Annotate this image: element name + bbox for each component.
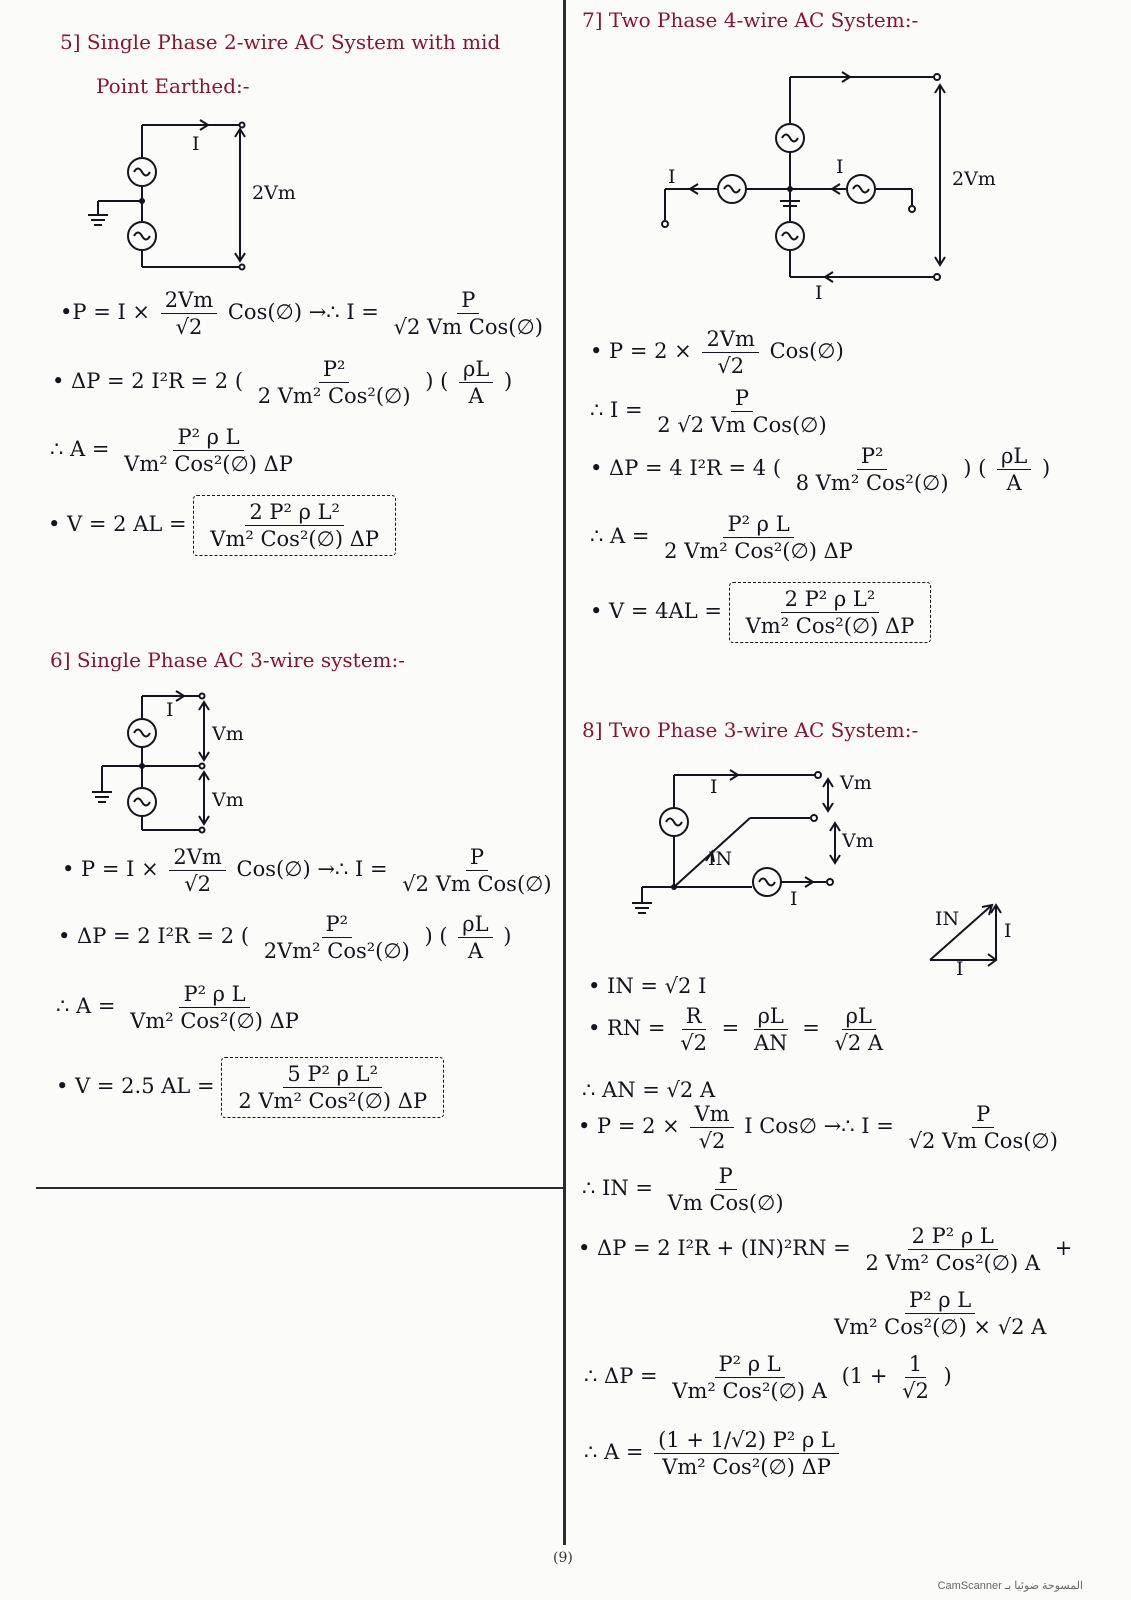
s8-equation-area: ∴ A = $\frac{\text{(1 + 1/√2) P² ρ L}}{\text{Vm² Cos²(∅) ΔP}}$ [584,1428,843,1479]
fraction: $\frac{\text{P²}}{\text{2Vm² Cos²(∅)}}$ [263,912,410,963]
section-8-title-text: Two Phase 3-wire AC System:- [608,718,919,742]
fraction: $\frac{2Vm}{√2}$ [161,288,217,339]
fraction: $\frac{R}{√2}$ [680,1004,707,1055]
s7-equation-loss: • ΔP = 4 I²R = 4 ( $\frac{\text{P²}}{\text{8 Vm² Cos²(∅)}}$ ) ( $\frac{\rho L}{A}$ ) [590,444,1051,495]
fraction: $\frac{1}{√2}$ [902,1352,929,1403]
s7-equation-power: • P = 2 × $\frac{2Vm}{√2}$ Cos(∅) [590,327,844,378]
fraction: $\frac{\text{2 P² ρ L}}{\text{2 Vm² Cos²(∅) A}}$ [865,1224,1041,1275]
s8-current-bottom-label: I [790,888,798,910]
s8-current-top-label: I [710,776,718,798]
s7-current-left-label: I [668,166,676,188]
s8-equation-neutral-resistance: • RN = $\frac{R}{√2}$ = $\frac{\rho L}{AN}$ = $\frac{\rho L}{√2 A}$ [588,1004,891,1055]
s6-voltage1-label: Vm [212,723,244,745]
fraction: $\frac{P}{\text{Vm Cos(∅)}}$ [667,1164,784,1215]
fraction: $\frac{\text{P² ρ L}}{\text{Vm² Cos²(∅) ΔP}}$ [124,425,293,476]
s8-voltage2-label: Vm [842,830,874,852]
vertical-column-divider [563,0,566,1545]
fraction: $\frac{\rho L}{A}$ [459,357,493,408]
fraction: $\frac{P}{\text{√2 Vm Cos(∅)}}$ [393,288,543,339]
s8-equation-in-current: ∴ IN = $\frac{P}{\text{Vm Cos(∅)}}$ [582,1164,792,1215]
boxed-result [221,1057,444,1118]
s5-equation-volume: • V = 2 AL = $\frac{\text{2 P² ρ L²}}{\text{Vm² Cos²(∅) ΔP}}$ [48,495,396,556]
s8-phasor-in-label: IN [935,908,960,930]
s6-equation-power: • P = I × $\frac{2Vm}{√2}$ Cos(∅) →∴ I = $\frac{P}{\text{√2 Vm Cos(∅)}}$ [62,845,560,896]
fraction: $\frac{\text{P² ρ L}}{\text{2 Vm² Cos²(∅) ΔP}}$ [664,512,853,563]
s6-voltage2-label: Vm [212,789,244,811]
s5-voltage-label: 2Vm [252,182,296,204]
s8-voltage1-label: Vm [840,772,872,794]
s7-current-bottom-label: I [815,282,823,304]
fraction: $\frac{\rho L}{√2 A}$ [834,1004,884,1055]
horizontal-section-divider [36,1187,563,1189]
section-5-title-line1: Single Phase 2-wire AC System with mid [86,30,501,54]
s5-equation-area: ∴ A = $\frac{\text{P² ρ L}}{\text{Vm² Cos²(∅) ΔP}}$ [50,425,301,476]
section-6-title-text: Single Phase AC 3-wire system:- [76,648,405,672]
section-6-circuit-diagram [80,688,280,848]
section-5-title [60,30,500,54]
fraction: $\frac{\text{P²}}{\text{8 Vm² Cos²(∅)}}$ [795,444,949,495]
s8-equation-neutral-current: • IN = √2 I [588,974,707,998]
section-7-title [582,8,918,32]
section-5-number: 5] [60,30,81,54]
s8-neutral-current-label: IN [708,848,733,870]
s7-equation-volume: • V = 4AL = $\frac{\text{2 P² ρ L²}}{\text{Vm² Cos²(∅) ΔP}}$ [590,582,931,643]
boxed-result [729,582,932,643]
fraction: $\frac{\text{P² ρ L}}{\text{Vm² Cos²(∅) ΔP}}$ [130,982,299,1033]
s6-equation-loss: • ΔP = 2 I²R = 2 ( $\frac{\text{P²}}{\text{2Vm² Cos²(∅)}}$ ) ( $\frac{\rho L}{A}$ ) [58,912,512,963]
section-7-title-text: Two Phase 4-wire AC System:- [608,8,919,32]
fraction: $\frac{\text{P² ρ L}}{\text{Vm² Cos²(∅) × √2 A}}$ [834,1288,1047,1339]
scanner-watermark: CamScanner المسوحة ضوئيا بـ [937,1580,1083,1592]
s7-current-right-label: I [836,156,844,178]
s6-current-label: I [166,699,174,721]
s5-equation-loss: • ΔP = 2 I²R = 2 ( $\frac{\text{P²}}{\text{2 Vm² Cos²(∅)}}$ ) ( $\frac{\rho L}{A}$ ) [52,357,513,408]
fraction: $\frac{P}{\text{√2 Vm Cos(∅)}}$ [908,1102,1058,1153]
section-7-number: 7] [582,8,603,32]
s8-equation-neutral-area: ∴ AN = √2 A [582,1078,716,1102]
s8-equation-loss-simplified: ∴ ΔP = $\frac{\text{P² ρ L}}{\text{Vm² Cos²(∅) A}}$ (1 + $\frac{1}{√2}$ ) [584,1352,952,1403]
fraction: $\frac{\text{5 P² ρ L²}}{\text{2 Vm² Cos²(∅) ΔP}}$ [238,1062,428,1113]
section-6-title [50,648,405,672]
s8-equation-loss-continued [826,1288,1054,1339]
section-6-number: 6] [50,648,71,672]
s5-equation-power: •P = I × $\frac{2Vm}{√2}$ Cos(∅) →∴ I = $\frac{P}{\text{√2 Vm Cos(∅)}}$ [60,288,551,339]
s8-equation-loss: • ΔP = 2 I²R + (IN)²RN = $\frac{\text{2 P² ρ L}}{\text{2 Vm² Cos²(∅) A}}$ + [578,1224,1073,1275]
s7-equation-area: ∴ A = $\frac{\text{P² ρ L}}{\text{2 Vm² Cos²(∅) ΔP}}$ [590,512,861,563]
s7-equation-current: ∴ I = $\frac{P}{\text{2 √2 Vm Cos(∅)}}$ [590,386,835,437]
s6-equation-volume: • V = 2.5 AL = $\frac{\text{5 P² ρ L²}}{\text{2 Vm² Cos²(∅) ΔP}}$ [56,1057,444,1118]
fraction: $\frac{P}{\text{2 √2 Vm Cos(∅)}}$ [657,386,827,437]
fraction: $\frac{\text{P² ρ L}}{\text{Vm² Cos²(∅) A}}$ [672,1352,827,1403]
section-8-number: 8] [582,718,603,742]
fraction: $\frac{P}{\text{√2 Vm Cos(∅)}}$ [402,845,552,896]
fraction: $\frac{\text{2 P² ρ L²}}{\text{Vm² Cos²(∅) ΔP}}$ [745,587,915,638]
fraction: $\frac{2Vm}{√2}$ [169,845,225,896]
section-5-title-line2: Point Earthed:- [96,74,250,98]
fraction: $\frac{\text{P²}}{\text{2 Vm² Cos²(∅)}}$ [257,357,411,408]
fraction: $\frac{Vm}{√2}$ [690,1102,733,1153]
fraction: $\frac{2Vm}{√2}$ [702,327,758,378]
section-5-circuit-diagram [80,115,320,285]
boxed-result [193,495,396,556]
fraction: $\frac{\rho L}{A}$ [997,444,1031,495]
s7-voltage-label: 2Vm [952,168,996,190]
fraction: $\frac{\rho L}{A}$ [458,912,492,963]
section-7-circuit-diagram [650,65,1030,305]
s6-equation-area: ∴ A = $\frac{\text{P² ρ L}}{\text{Vm² Cos²(∅) ΔP}}$ [56,982,307,1033]
fraction: $\frac{\text{2 P² ρ L²}}{\text{Vm² Cos²(∅) ΔP}}$ [210,500,380,551]
s8-phasor-j-label: I [956,958,964,980]
page-number: (9) [553,1550,573,1566]
fraction: $\frac{\rho L}{AN}$ [753,1004,788,1055]
fraction: $\frac{\text{(1 + 1/√2) P² ρ L}}{\text{Vm² Cos²(∅) ΔP}}$ [654,1428,839,1479]
section-8-circuit-diagram [630,765,1030,980]
s8-phasor-i-label: I [1004,920,1012,942]
s8-equation-power: • P = 2 × $\frac{Vm}{√2}$ I Cos∅ →∴ I = $\frac{P}{\text{√2 Vm Cos(∅)}}$ [578,1102,1066,1153]
section-8-title [582,718,918,742]
s5-current-label: I [192,133,200,155]
